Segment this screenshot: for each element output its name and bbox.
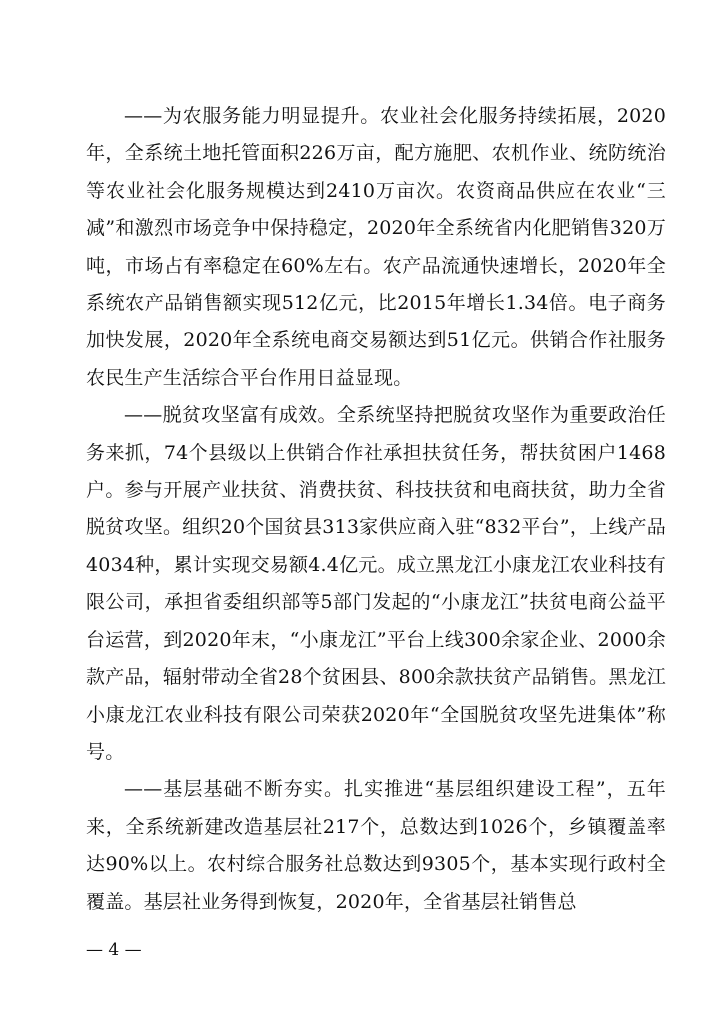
paragraph-service-capacity: ——为农服务能力明显提升。农业社会化服务持续拓展，2020年，全系统土地托管面积226万亩，配方施肥、农机作业、统防统治等农业社会化服务规模达到2410万亩次。农资商品供应在农业“三减”和激烈市场竞争中保持稳定，2020年全系统省内化肥销售320万吨，市场占有率稳定在60%左右。农产品流通快速增长，2020年全系统农产品销售额实现512亿元，比2015年增长1.34倍。电子商务加快发展，2020年全系统电商交易额达到51亿元。供销合作社服务农民生产生活综合平台作用日益显现。	[86, 105, 666, 389]
paragraph-poverty-alleviation: ——脱贫攻坚富有成效。全系统坚持把脱贫攻坚作为重要政治任务来抓，74个县级以上供销合作社承担扶贫任务，帮扶贫困户1468户。参与开展产业扶贫、消费扶贫、科技扶贫和电商扶贫，助力全省脱贫攻坚。组织20个国贫县313家供应商入驻“832平台”，上线产品4034种，累计实现交易额4.4亿元。成立黑龙江小康龙江农业科技有限公司，承担省委组织部等5部门发起的“小康龙江”扶贫电商公益平台运营，到2020年末，“小康龙江”平台上线300余家企业、2000余款产品，辐射带动全省28个贫困县、800余款扶贫产品销售。黑龙江小康龙江农业科技有限公司荣获2020年“全国脱贫攻坚先进集体”称号。	[86, 404, 666, 763]
page-number: — 4 —	[86, 940, 142, 960]
body-text	[86, 98, 666, 921]
paragraph-grassroots-foundation: ——基层基础不断夯实。扎实推进“基层组织建设工程”，五年来，全系统新建改造基层社217个，总数达到1026个，乡镇覆盖率达90%以上。农村综合服务社总数达到9305个，基本实现行政村全覆盖。基层社业务得到恢复，2020年，全省基层社销售总	[86, 778, 666, 913]
